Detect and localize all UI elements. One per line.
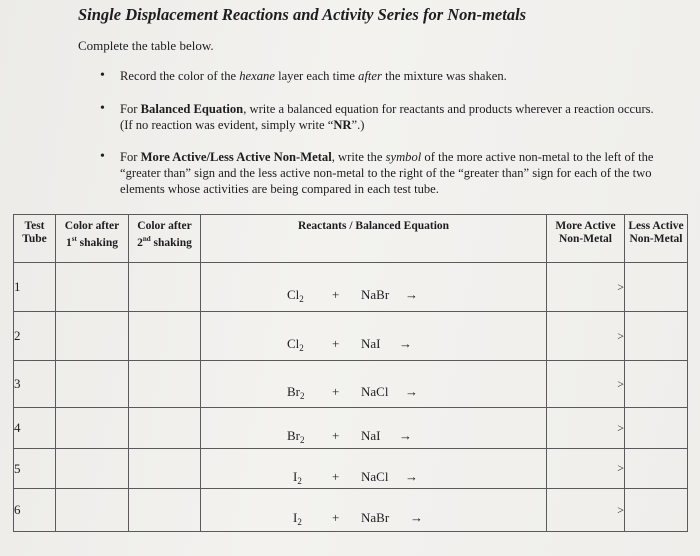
color-second-cell[interactable] — [129, 408, 201, 449]
reactant-b: NaI — [361, 428, 381, 443]
color-first-cell[interactable] — [56, 408, 129, 449]
instruction-list — [100, 68, 660, 197]
page-title: Single Displacement Reactions and Activity Series for Non-metals — [78, 5, 527, 24]
color-second-cell[interactable] — [129, 489, 201, 532]
right-arrow-icon: → — [405, 384, 418, 399]
reactant-a: $I_2$ — [293, 510, 302, 527]
tube-number: 6 — [14, 489, 56, 532]
plus-sign: + — [332, 336, 340, 351]
header-color-second-shaking: Color after 2nd shaking — [129, 215, 201, 263]
equation-cell[interactable] — [201, 312, 547, 361]
bullet-dot-icon: • — [100, 68, 105, 83]
bullet-hexane-color: • Record the color of the hexane layer each time after the mixture was shaken. — [100, 68, 507, 83]
less-active-cell[interactable] — [625, 312, 688, 361]
plus-sign: + — [332, 428, 340, 443]
greater-than-sign: > — [547, 263, 625, 312]
reactant-a: $Br_2$ — [287, 384, 305, 401]
less-active-cell[interactable] — [625, 489, 688, 532]
greater-than-sign: > — [547, 361, 625, 408]
color-second-cell[interactable] — [129, 361, 201, 408]
greater-than-sign: > — [547, 449, 625, 489]
plus-sign: + — [332, 510, 340, 525]
table-row — [14, 361, 688, 408]
reactant-b: NaCl — [361, 384, 389, 399]
tube-number: 5 — [14, 449, 56, 489]
table-row — [14, 408, 688, 449]
table-row — [14, 263, 688, 312]
less-active-cell[interactable] — [625, 449, 688, 489]
bullet-more-less-active: • For More Active/Less Active Non-Metal, write the symbol of the more active non-metal to the left of the “greater than” sign and the less active non-metal to the right of the “greater than” sign for each of the two elements whose activities are being compared in each test tube. — [100, 149, 654, 196]
right-arrow-icon: → — [399, 336, 412, 351]
header-less-active: Less Active Non-Metal — [625, 215, 688, 263]
less-active-cell[interactable] — [625, 263, 688, 312]
reaction-table — [13, 214, 688, 532]
right-arrow-icon: → — [410, 510, 423, 525]
less-active-cell[interactable] — [625, 361, 688, 408]
bullet-dot-icon: • — [100, 101, 105, 116]
color-second-cell[interactable] — [129, 449, 201, 489]
right-arrow-icon: → — [405, 468, 418, 484]
equation-cell[interactable] — [201, 449, 547, 489]
color-first-cell[interactable] — [56, 449, 129, 489]
equation-cell[interactable] — [201, 489, 547, 532]
reactant-a: $Br_2$ — [287, 428, 305, 445]
tube-number: 4 — [14, 408, 56, 449]
equation-cell[interactable] — [201, 263, 547, 312]
less-active-cell[interactable] — [625, 408, 688, 449]
right-arrow-icon: → — [399, 428, 412, 443]
reactant-a: $Cl_2$ — [287, 287, 304, 304]
reactant-a: $Cl_2$ — [287, 336, 304, 353]
table-header-row — [14, 215, 688, 263]
bullet-balanced-equation: • For Balanced Equation, write a balanced equation for reactants and products wherever a reaction occurs. (If no reaction was evident, simply write “NR”.) — [100, 101, 654, 132]
bullet-dot-icon: • — [100, 149, 105, 164]
reactant-b: NaI — [361, 336, 381, 351]
header-more-active: More Active Non-Metal — [547, 215, 625, 263]
table-row — [14, 449, 688, 489]
color-second-cell[interactable] — [129, 263, 201, 312]
color-first-cell[interactable] — [56, 489, 129, 532]
plus-sign: + — [332, 287, 340, 302]
color-first-cell[interactable] — [56, 361, 129, 408]
reactant-b: NaBr — [361, 287, 390, 302]
header-reactants-equation: Reactants / Balanced Equation — [201, 215, 547, 263]
color-first-cell[interactable] — [56, 312, 129, 361]
greater-than-sign: > — [547, 408, 625, 449]
reactant-a: $I_2$ — [293, 468, 302, 486]
tube-number: 3 — [14, 361, 56, 408]
tube-number: 2 — [14, 312, 56, 361]
color-first-cell[interactable] — [56, 263, 129, 312]
right-arrow-icon: → — [405, 287, 418, 302]
table-row — [14, 312, 688, 361]
greater-than-sign: > — [547, 312, 625, 361]
equation-cell[interactable] — [201, 361, 547, 408]
instruction-text: Complete the table below. — [78, 38, 214, 53]
tube-number: 1 — [14, 263, 56, 312]
equation-cell[interactable] — [201, 408, 547, 449]
header-test-tube: Test Tube — [14, 215, 56, 263]
reactant-b: NaBr — [361, 510, 390, 525]
reactant-b: NaCl — [361, 468, 389, 484]
greater-than-sign: > — [547, 489, 625, 532]
plus-sign: + — [332, 384, 340, 399]
table-row — [14, 489, 688, 532]
header-color-first-shaking: Color after 1st shaking — [56, 215, 129, 263]
plus-sign: + — [332, 468, 340, 484]
color-second-cell[interactable] — [129, 312, 201, 361]
